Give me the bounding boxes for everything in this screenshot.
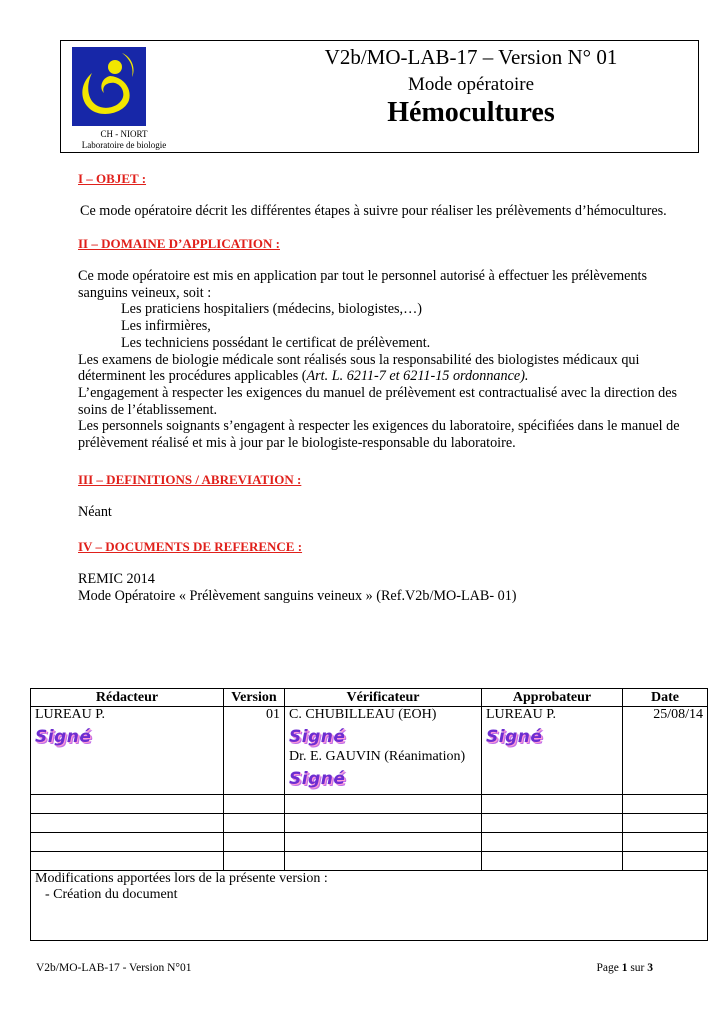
reference-remic: REMIC 2014 (78, 571, 155, 587)
list-item: Les infirmières, (121, 318, 211, 335)
responsabilite-text: Les examens de biologie médicale sont réalisés sous la responsabilité des biologistes médicaux qui déterminent les procédures applicables ( (78, 351, 640, 385)
cell-redacteur (31, 707, 224, 795)
table-row (31, 833, 708, 852)
cell-modifications (31, 871, 708, 941)
list-item: Les praticiens hospitaliers (médecins, biologistes,…) (121, 301, 423, 318)
page-total: 3 (647, 962, 653, 974)
table-header-row (31, 689, 708, 707)
document-type: Mode opératoire (407, 74, 535, 95)
logo-caption-hospital: CH - NIORT (100, 129, 148, 139)
document-header (60, 40, 699, 153)
header-version: Version (224, 689, 285, 707)
header-verificateur: Vérificateur (285, 689, 482, 707)
section-definitions-heading: III – DEFINITIONS / ABREVIATION : (78, 472, 302, 487)
section-definitions-text: Néant (78, 504, 112, 520)
page-title: Hémocultures (387, 97, 555, 128)
cell-version: 01 (224, 707, 285, 795)
logo-swoosh-icon (72, 47, 146, 126)
header-approbateur: Approbateur (482, 689, 623, 707)
modifications-item: - Création du document (45, 887, 178, 902)
list-item: Les techniciens possédant le certificat de prélèvement. (121, 334, 431, 351)
document-code-version: V2b/MO-LAB-17 – Version N° 01 (324, 45, 618, 69)
table-row (31, 852, 708, 871)
header-redacteur: Rédacteur (31, 689, 224, 707)
page-current: 1 (621, 962, 628, 974)
footer-document-ref: V2b/MO-LAB-17 - Version N°01 (36, 962, 192, 974)
section-domaine-heading: II – DOMAINE D’APPLICATION : (78, 236, 280, 251)
section-objet-text: Ce mode opératoire décrit les différentes étapes à suivre pour réaliser les prélèvements d’hémocultures. (80, 203, 667, 219)
cell-approbateur (482, 707, 623, 795)
table-row (31, 795, 708, 814)
signature-stamp: Signé (486, 727, 543, 747)
signature-stamp: Signé (35, 727, 92, 747)
responsabilite-reference: Art. L. 6211-7 et 6211-15 ordonnance). (306, 368, 529, 385)
domaine-responsabilite (78, 352, 688, 385)
section-documents-body (78, 571, 688, 604)
signature-stamp: Signé (289, 727, 346, 747)
table-row (31, 707, 708, 795)
domaine-intro: Ce mode opératoire est mis en application par tout le personnel autorisé à effectuer les prélèvements sanguins veineux, soit : (78, 268, 647, 301)
header-date: Date (623, 689, 708, 707)
cell-verificateur (285, 707, 482, 795)
hospital-logo (72, 47, 146, 126)
table-row (31, 814, 708, 833)
section-documents-heading: IV – DOCUMENTS DE REFERENCE : (78, 539, 303, 554)
footer-page-number (596, 962, 653, 974)
page-word: Page (596, 962, 619, 974)
domaine-engagement: L’engagement à respecter les exigences du manuel de prélèvement est contractualisé avec la direction des soins de l’établissement. (78, 384, 678, 418)
signoff-table (30, 688, 708, 941)
section-domaine-body (78, 268, 688, 452)
redacteur-name: LUREAU P. (35, 707, 106, 722)
section-objet-heading: I – OBJET : (78, 171, 147, 186)
modifications-row (31, 871, 708, 941)
page-separator: sur (630, 962, 645, 974)
logo-caption-lab: Laboratoire de biologie (81, 140, 167, 150)
reference-mode-operatoire: Mode Opératoire « Prélèvement sanguins veineux » (Ref.V2b/MO-LAB- 01) (78, 587, 517, 604)
domaine-soignants: Les personnels soignants s’engagent à respecter les exigences du laboratoire, spécifiées dans le manuel de prélèvement réalisé et mis à jour par le biologiste-responsable du laboratoire. (78, 418, 680, 452)
approbateur-name: LUREAU P. (486, 707, 557, 722)
verificateur-2-name: Dr. E. GAUVIN (Réanimation) (289, 749, 466, 764)
signature-stamp: Signé (289, 769, 346, 789)
verificateur-1-name: C. CHUBILLEAU (EOH) (289, 707, 437, 722)
cell-date: 25/08/14 (623, 707, 708, 795)
modifications-title: Modifications apportées lors de la présente version : (35, 871, 328, 886)
